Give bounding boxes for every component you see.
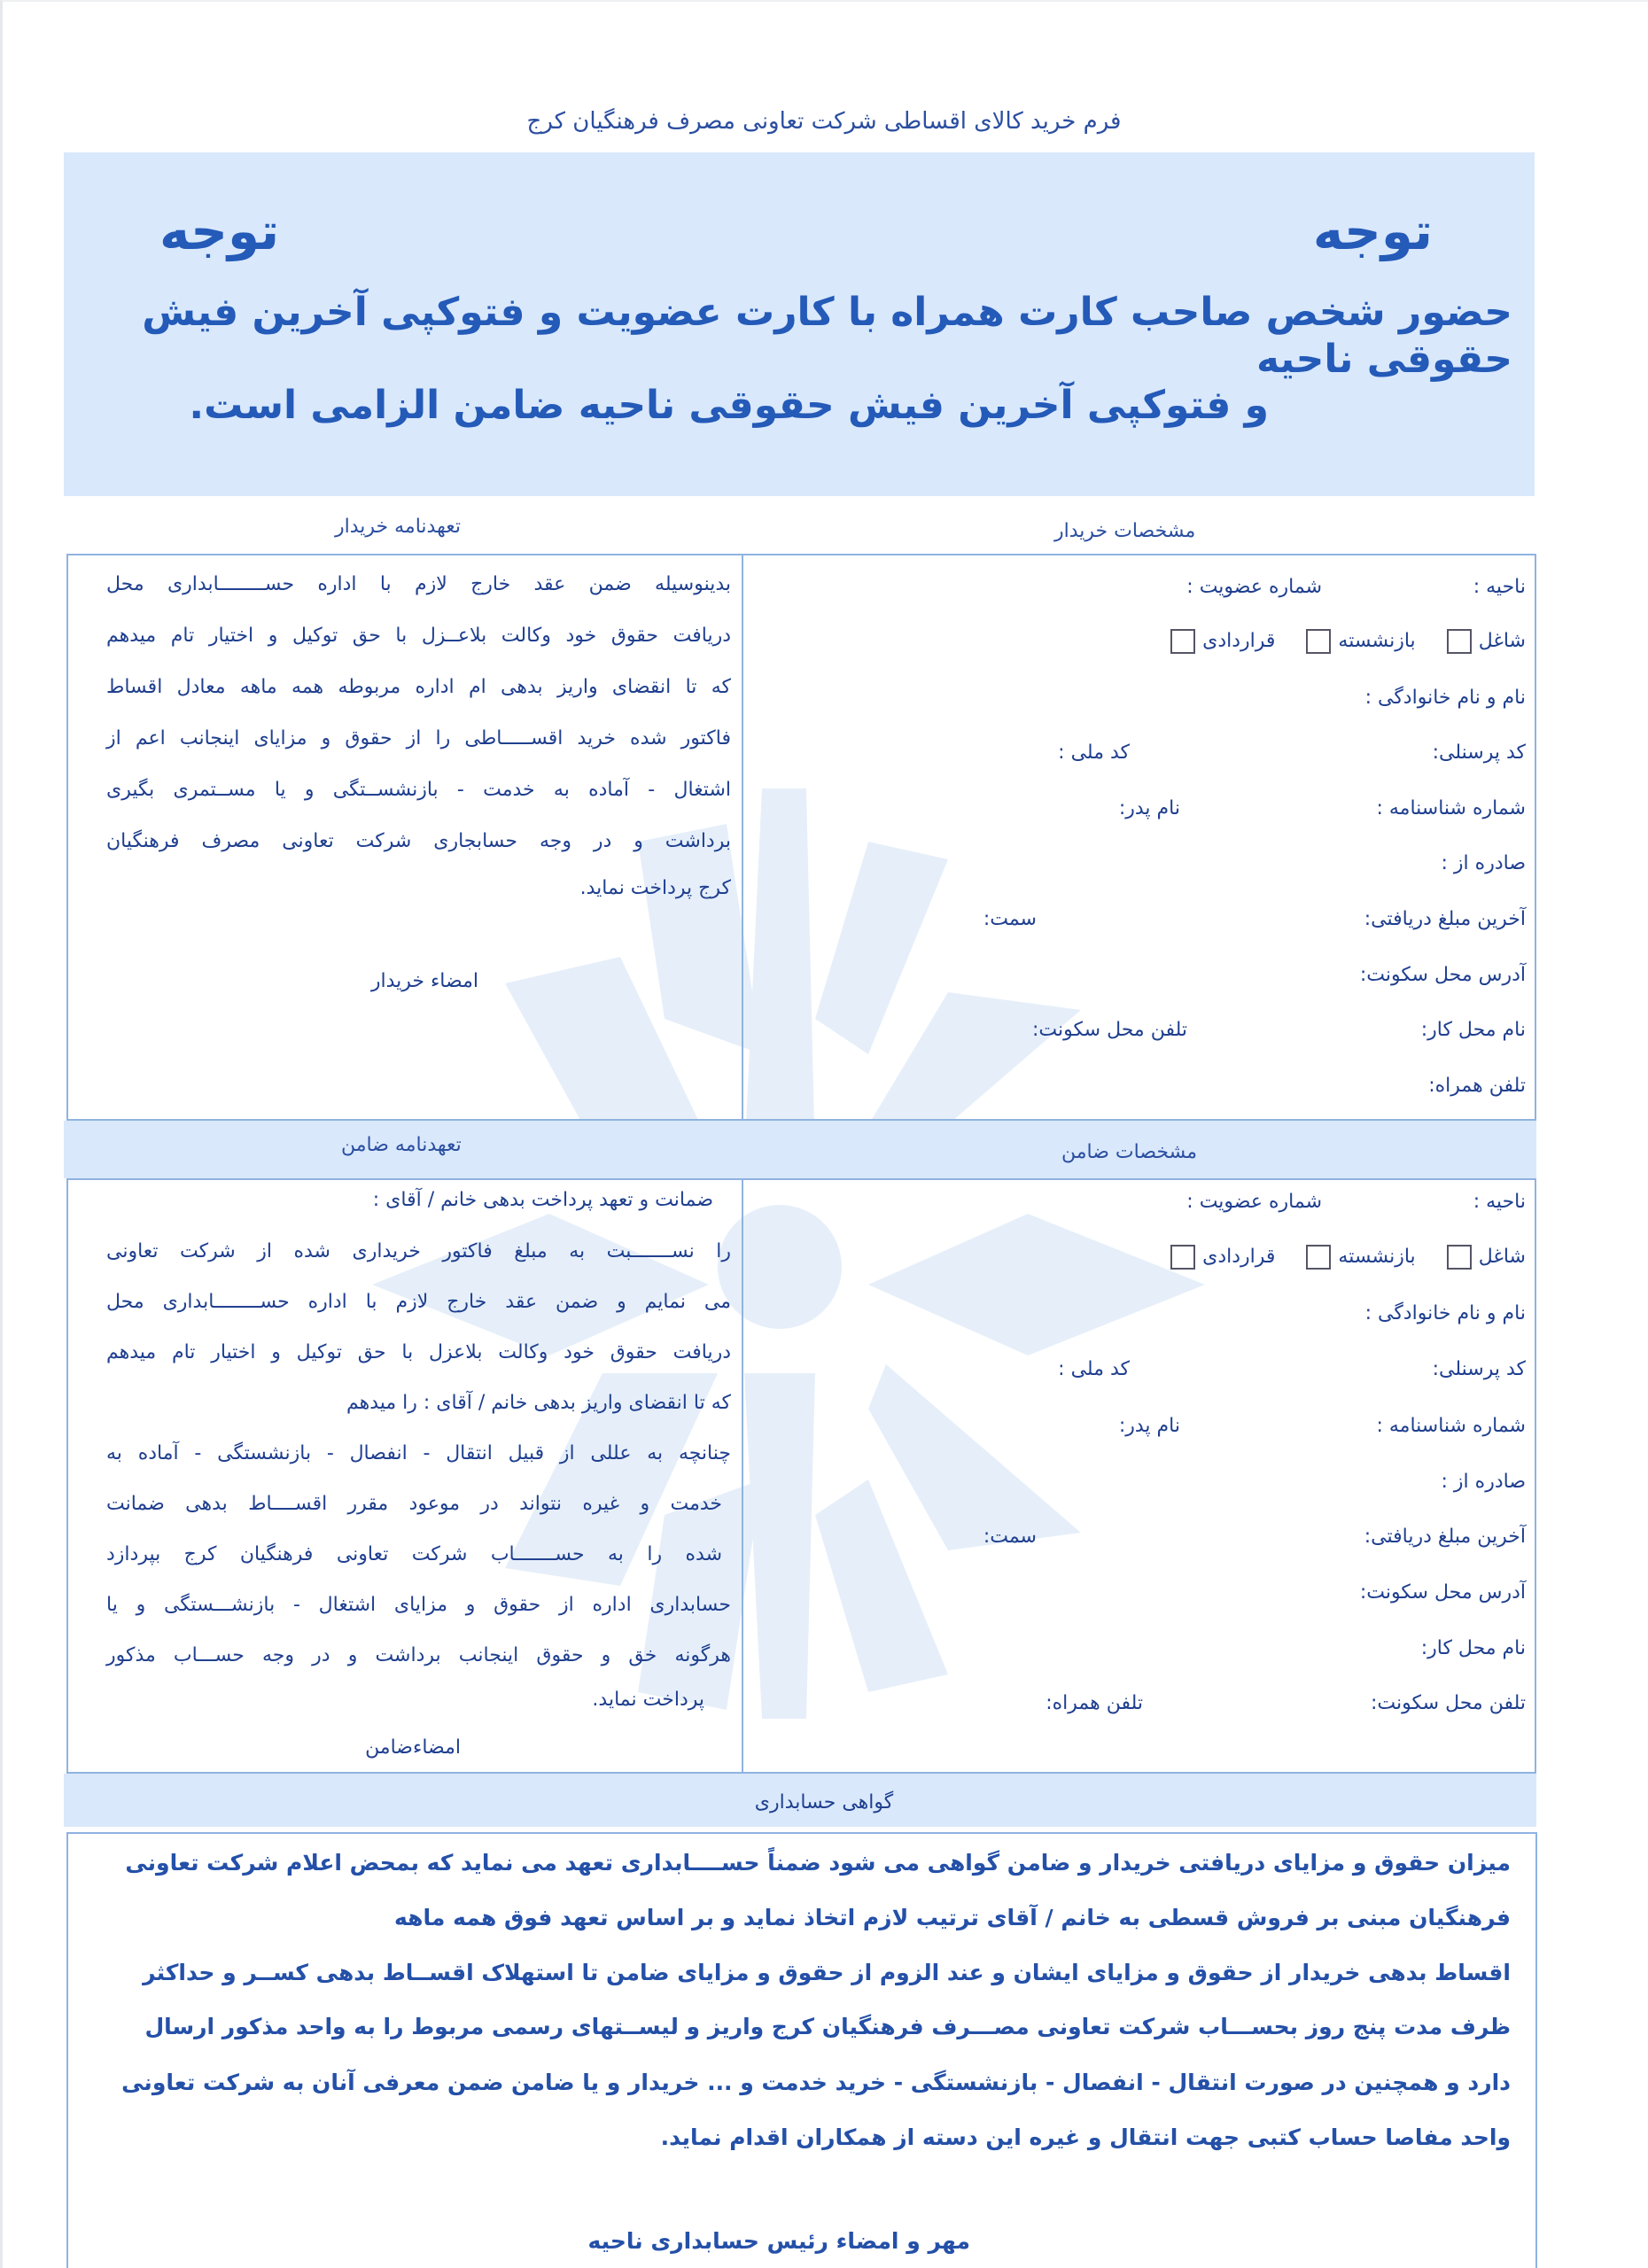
guarantor-home-phone-label: تلفن محل سکونت: — [1370, 1692, 1526, 1714]
buyer-commitment-line: برداشت و در وجه حسابجاری شرکت تعاونی مصرف فرهنگیان — [106, 830, 731, 852]
buyer-region-label: ناحیه : — [1473, 576, 1526, 598]
buyer-id-no-label: شماره شناسنامه : — [1376, 797, 1526, 819]
buyer-section-title: مشخصات خریدار — [1054, 520, 1196, 542]
buyer-status-row — [1163, 629, 1526, 654]
buyer-commitment-line: اشتغال - آماده به خدمت - بازنشســتگی و یا مســتمری بگیری — [106, 779, 731, 801]
guarantor-commitment-line: ضمانت و تعهد پرداخت بدهی خانم / آقای : — [372, 1189, 713, 1211]
guarantor-personnel-code-label: کد پرسنلی: — [1432, 1358, 1526, 1380]
buyer-commitment-line: کرج پرداخت نماید. — [579, 877, 731, 899]
guarantor-mobile-label: تلفن همراه: — [1046, 1692, 1143, 1714]
buyer-mobile-label: تلفن همراه: — [1428, 1075, 1526, 1097]
guarantor-commitment-line: را نســـــــبت به مبلغ فاکتور خریداری شده از شرکت تعاونی — [106, 1240, 731, 1262]
accounting-signature-label: مهر و امضاء رئیس حسابداری ناحیه — [587, 2228, 970, 2254]
guarantor-national-code-label: کد ملی : — [1058, 1358, 1130, 1380]
guarantor-retired-checkbox[interactable] — [1306, 1245, 1331, 1270]
guarantor-workplace-label: نام محل کار: — [1420, 1637, 1526, 1659]
form-title: فرم خرید کالای اقساطی شرکت تعاونی مصرف فرهنگیان کرج — [526, 108, 1122, 135]
notice-line-1: حضور شخص صاحب کارت همراه با کارت عضویت و فتوکپی آخرین فیش حقوقی ناحیه — [142, 290, 1512, 382]
guarantor-commitment-line: هرگونه خق و حقوق اینجانب برداشت و در وجه حســـاب مذکور — [106, 1644, 731, 1666]
guarantor-contract-checkbox[interactable] — [1170, 1245, 1195, 1270]
guarantor-commitment-title: تعهدنامه ضامن — [341, 1134, 462, 1156]
guarantor-signature-label: امضاءضامن — [365, 1736, 461, 1759]
accounting-panel — [66, 1832, 1537, 2268]
buyer-member-no-label: شماره عضویت : — [1186, 576, 1322, 598]
buyer-commitment-line: بدینوسیله ضمن عقد خارج لازم با اداره حســــــــابداری محل — [106, 573, 731, 595]
buyer-employed-label: شاغل — [1478, 630, 1526, 652]
notice-heading-right: توجه — [1312, 201, 1433, 261]
buyer-national-code-label: کد ملی : — [1058, 742, 1130, 764]
guarantor-position-label: سمت: — [983, 1526, 1037, 1548]
guarantor-commitment-line: می نمایم و ضمن عقد خارج لازم با اداره حســــــــابداری محل — [106, 1291, 731, 1313]
buyer-personnel-code-label: کد پرسنلی: — [1432, 742, 1526, 764]
guarantor-commitment-line: خدمت و غیره نتواند در موعود مقرر اقســــاط بدهی ضمانت — [106, 1493, 722, 1515]
buyer-commitment-line: که تا انقضای واریز بدهی ام اداره مربوطه همه ماهه معادل اقساط — [106, 676, 731, 698]
guarantor-address-label: آدرس محل سکونت: — [1359, 1581, 1526, 1604]
guarantor-name-label: نام و نام خانوادگی : — [1364, 1302, 1526, 1324]
buyer-position-label: سمت: — [983, 908, 1037, 930]
guarantor-commitment-line: چنانچه به عللی از قبیل انتقال - انفصال - بازنشستگی - آماده به — [106, 1442, 731, 1464]
section-band — [64, 1121, 1536, 1178]
guarantor-last-amount-label: آخرین مبلغ دریافتی: — [1364, 1526, 1526, 1548]
buyer-retired-label: بازنشسته — [1338, 630, 1416, 652]
guarantor-employed-checkbox[interactable] — [1447, 1245, 1472, 1270]
guarantor-contract-label: قراردادی — [1202, 1246, 1276, 1268]
guarantor-commitment-line: پرداخت نماید. — [592, 1689, 704, 1711]
buyer-workplace-label: نام محل کار: — [1420, 1019, 1526, 1041]
buyer-signature-label: امضاء خریدار — [370, 970, 478, 992]
guarantor-employed-label: شاغل — [1478, 1246, 1526, 1268]
accounting-line: دارد و همچنین در صورت انتقال - انفصال - بازنشستگی - خرید خدمت و ... خریدار و یا ضامن ضمن معرفی آنان به شرکت تعاونی — [121, 2070, 1511, 2095]
guarantor-issued-label: صادره از : — [1441, 1471, 1526, 1493]
notice-heading-left: توجه — [159, 201, 280, 261]
buyer-name-label: نام و نام خانوادگی : — [1364, 687, 1526, 709]
buyer-last-amount-label: آخرین مبلغ دریافتی: — [1364, 908, 1526, 930]
guarantor-commitment-line: شده را به حســـــــاب شرکت تعاونی فرهنگیان کرج بپردازد — [106, 1543, 722, 1565]
buyer-contract-checkbox[interactable] — [1170, 629, 1195, 654]
buyer-home-phone-label: تلفن محل سکونت: — [1031, 1019, 1187, 1041]
guarantor-commitment-line: دریافت حقوق خود وکالت بلاعزل با حق توکیل و اختیار تام میدهم — [106, 1341, 731, 1363]
accounting-line: فرهنگیان مبنی بر فروش قسطی به خانم / آقای ترتیب لازم اتخاذ نماید و بر اساس تعهد فوق همه ماهه — [394, 1905, 1511, 1930]
guarantor-region-label: ناحیه : — [1473, 1191, 1526, 1213]
guarantor-id-no-label: شماره شناسنامه : — [1376, 1415, 1526, 1437]
accounting-line: واحد مفاصا حساب کتبی جهت انتقال و غیره این دسته از همکاران اقدام نماید. — [660, 2124, 1511, 2150]
accounting-line: ظرف مدت پنج روز بحســـاب شرکت تعاونی مصـــرف فرهنگیان کرج واریز و لیســتهای رسمی مربوط را به واحد مذکور ارسال — [144, 2014, 1511, 2039]
accounting-line: اقساط بدهی خریدار از حقوق و مزایای ایشان و عند الزوم از حقوق و مزایای ضامن تا استهلاک اقســاط بدهی کســر و حداکثر — [143, 1960, 1511, 1985]
buyer-commitment-line: دریافت حقوق خود وکالت بلاعــزل با حق توکیل و اختیار تام میدهم — [106, 625, 731, 647]
buyer-retired-checkbox[interactable] — [1306, 629, 1331, 654]
notice-line-2: و فتوکپی آخرین فیش حقوقی ناحیه ضامن الزامی است. — [189, 383, 1269, 428]
buyer-commitment-title: تعهدنامه خریدار — [335, 516, 461, 538]
guarantor-member-no-label: شماره عضویت : — [1186, 1191, 1322, 1213]
buyer-commitment-line: فاکتور شده خرید اقســـــاطی را از حقوق و مزایای اینجانب اعم از — [106, 727, 731, 750]
guarantor-commitment-panel — [66, 1178, 743, 1774]
guarantor-commitment-line: حسابداری اداره از حقوق و مزایای اشتغال - بازنشـــستگی و یا — [106, 1594, 731, 1616]
buyer-issued-label: صادره از : — [1441, 852, 1526, 874]
notice-box — [64, 152, 1535, 496]
buyer-employed-checkbox[interactable] — [1447, 629, 1472, 654]
guarantor-status-row — [1163, 1245, 1526, 1270]
guarantor-father-label: نام پدر: — [1118, 1415, 1180, 1437]
guarantor-commitment-line: که تا انقضای واریز بدهی خانم / آقای : را میدهم — [346, 1392, 731, 1414]
guarantor-section-title: مشخصات ضامن — [1061, 1141, 1198, 1163]
accounting-section-title: گواهی حسابداری — [754, 1791, 894, 1814]
buyer-contract-label: قراردادی — [1202, 630, 1276, 652]
buyer-address-label: آدرس محل سکونت: — [1359, 964, 1526, 986]
guarantor-retired-label: بازنشسته — [1338, 1246, 1416, 1268]
accounting-line: میزان حقوق و مزایای دریافتی خریدار و ضامن گواهی می شود ضمناً حســــابداری تعهد می نماید که بمحض اعلام شرکت تعاونی — [125, 1850, 1511, 1876]
buyer-father-label: نام پدر: — [1118, 797, 1180, 819]
